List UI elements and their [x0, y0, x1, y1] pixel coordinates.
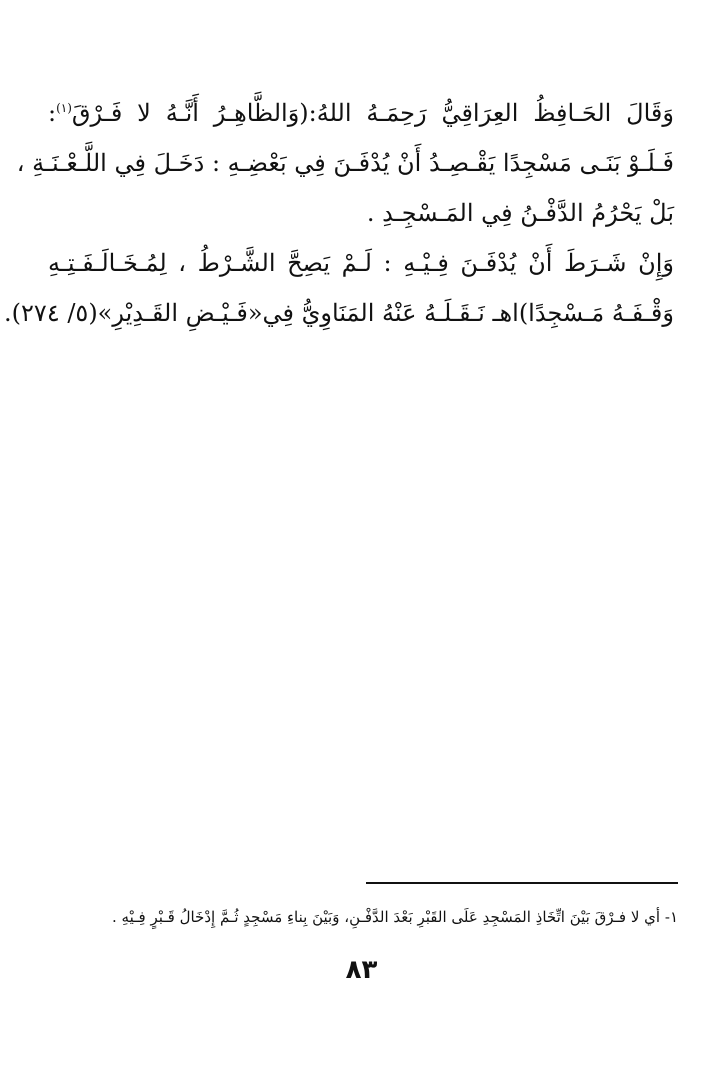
- text-line-3: بَلْ يَحْرُمُ الدَّفْـنُ فِي المَـسْجِـدِ .: [366, 199, 674, 227]
- page-number: ٨٣: [345, 955, 378, 985]
- text-line-2: فَـلَـوْ بَنَـى مَسْجِدًا يَقْـصِـدُ أَنْ يُدْفَـنَ فِي بَعْضِـهِ : دَخَـلَ فِي اللَّـعْـنَـةِ ،: [16, 149, 674, 177]
- text-line-1-content: وَقَالَ الحَـافِظُ العِرَاقِيُّ رَحِمَـهُ اللهُ:(وَالظَّاهِـرُ أَنَّـهُ لا فَـرْقَ: [71, 99, 674, 127]
- footnote: ١- أي لا فـرْقَ بَيْنَ اتِّخَاذِ المَسْجِدِ عَلَى القَبْرِ بَعْدَ الدَّفْـنِ، وَبَيْنَ بِناءِ مَسْجِدٍ ثُـمَّ إِدْخَالُ قَـبْرٍ فِـيْهِ .: [112, 908, 678, 926]
- text-line-1: [48, 88, 674, 138]
- text-line-4: وَإِنْ شَـرَطَ أَنْ يُدْفَـنَ فِـيْـهِ : لَـمْ يَصِحَّ الشَّـرْطُ ، لِمُـخَـالَـفَـتِـهِ: [48, 249, 674, 277]
- footnote-reference: (١): [56, 101, 72, 115]
- text-line-1-colon: :: [48, 99, 57, 127]
- footnote-separator: [366, 882, 678, 884]
- text-line-5: وَقْـفَـهُ مَـسْجِدًا)اهـ نَـقَـلَـهُ عَنْهُ المَنَاوِيُّ فِي«فَـيْـضِ القَـدِيْرِ»(٥/ ٢٧٤).: [4, 299, 674, 327]
- main-text-block: [4, 88, 674, 338]
